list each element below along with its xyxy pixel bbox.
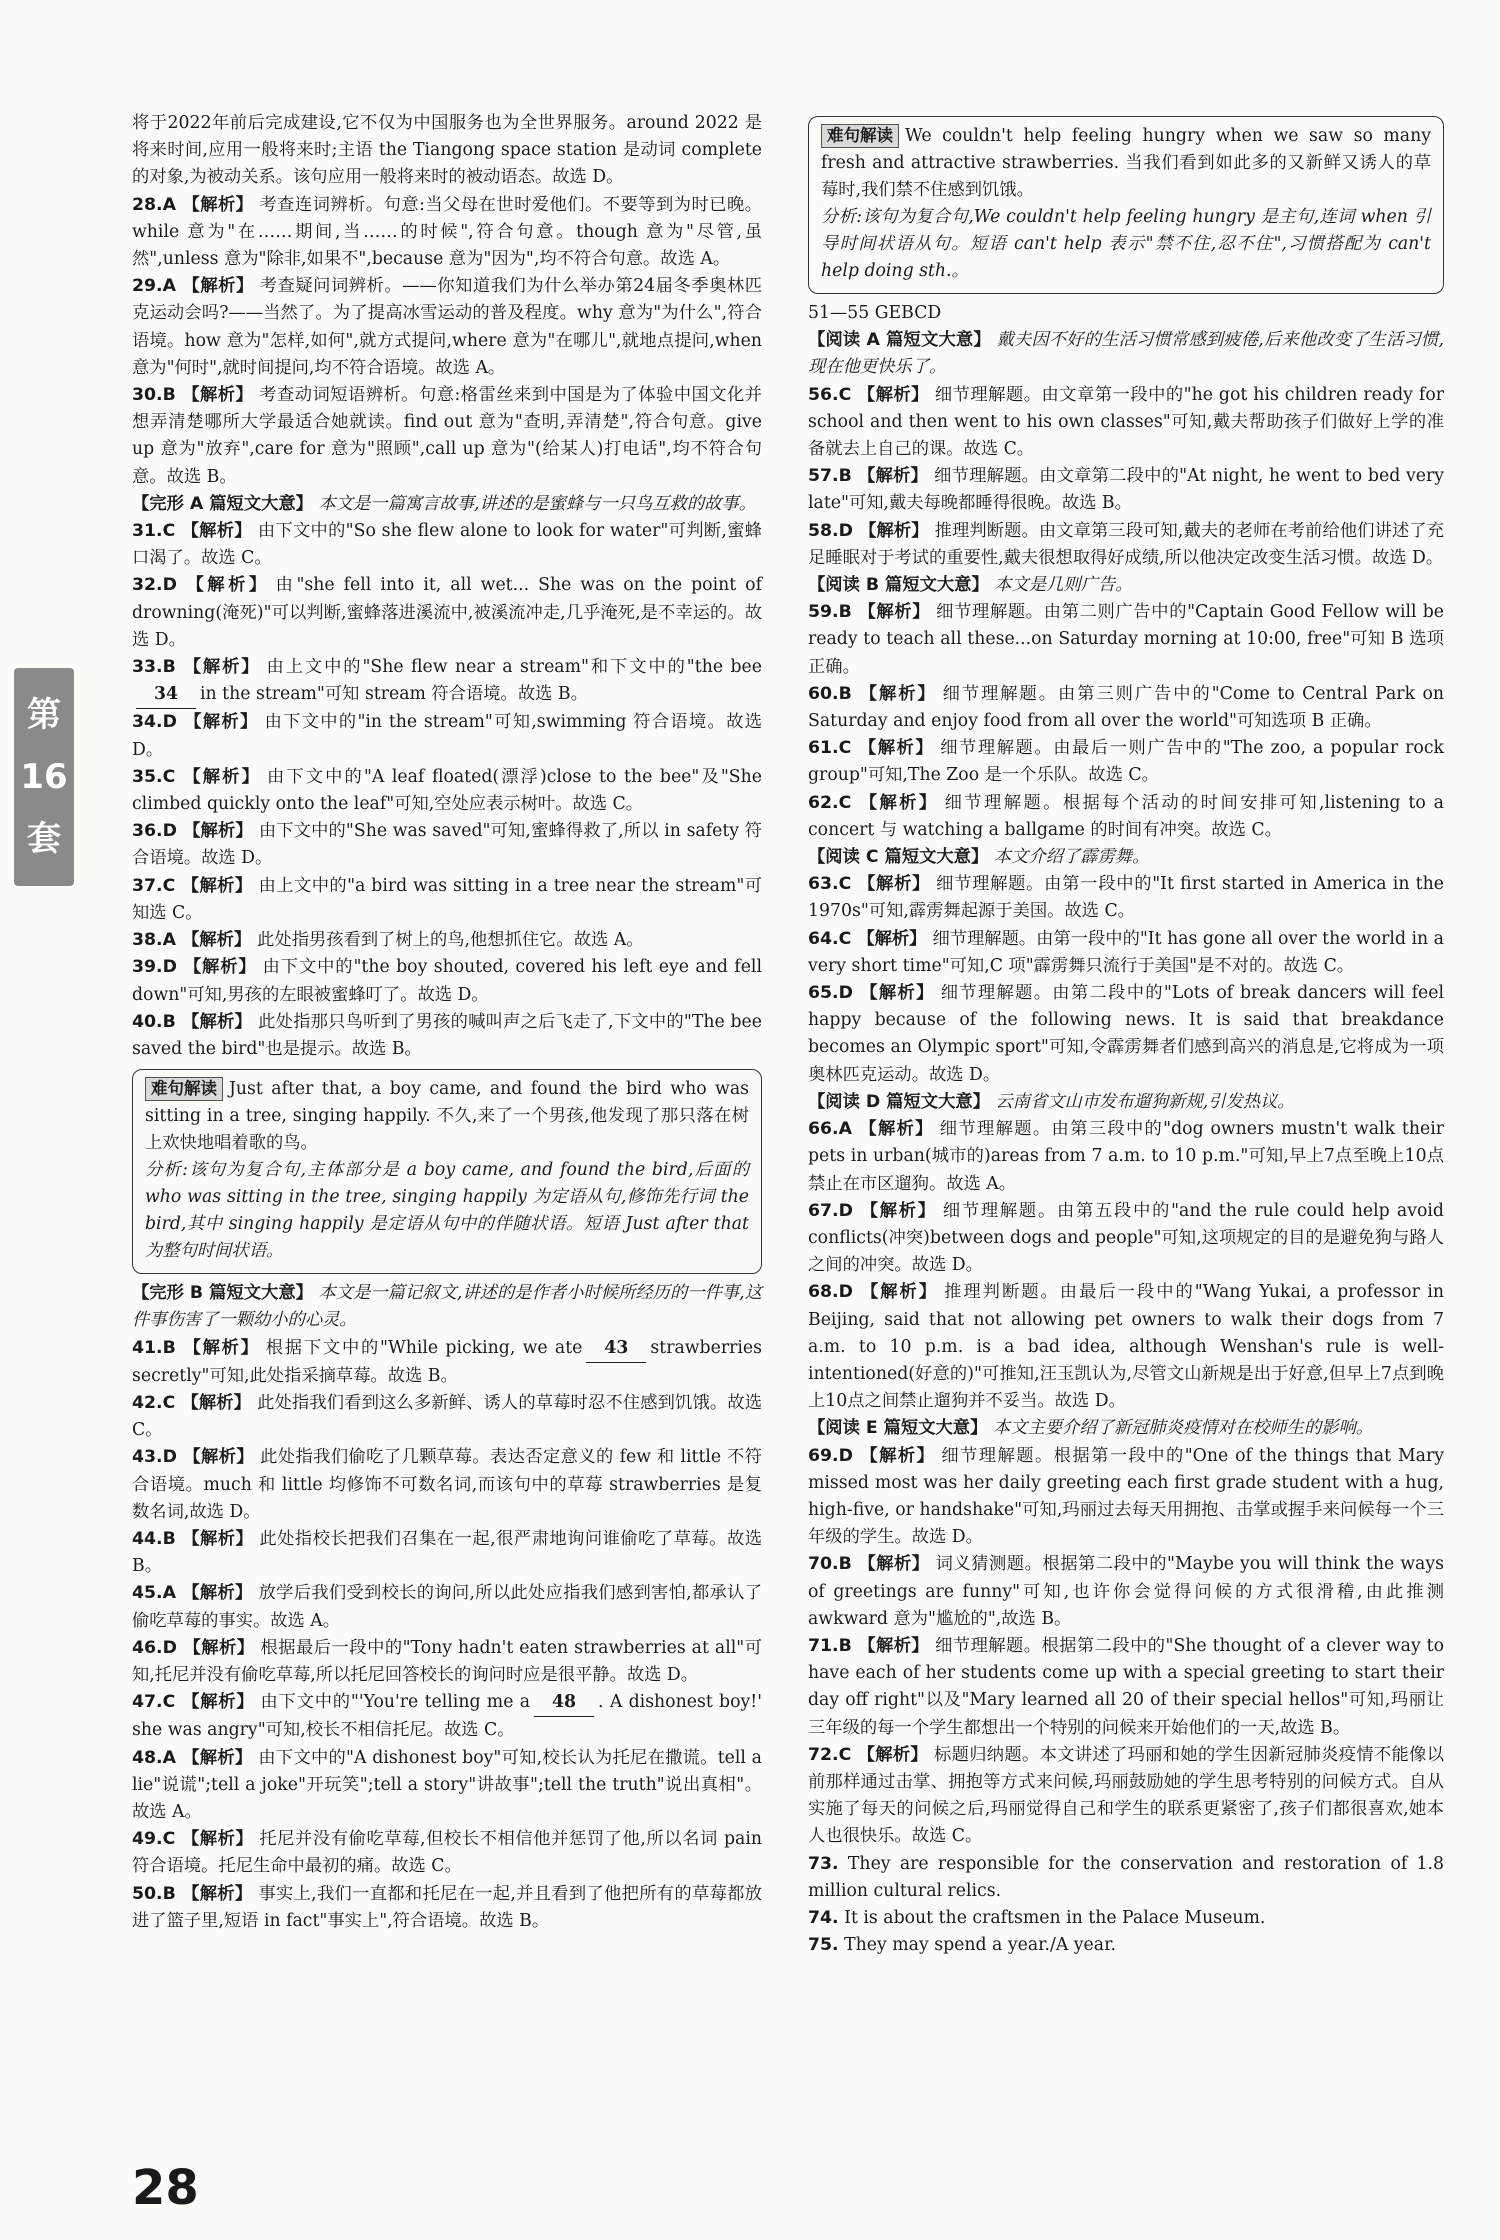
answer-letter: C (838, 384, 852, 405)
answer-item (808, 871, 1444, 925)
section-summary (808, 844, 1444, 871)
explanation-text: 此处指那只鸟听到了男孩的喊叫声之后飞走了,下文中的"The bee saved the bird"也是提示。故选 B。 (132, 1011, 762, 1059)
analysis-tag: 【解析】 (182, 1583, 253, 1604)
answer-letter: B (162, 385, 176, 406)
explanation-text: 细节理解题。根据每个活动的时间安排可知,listening to a concert 与 watching a ballgame 的时间有冲突。故选 C。 (808, 792, 1444, 840)
continued-explanation (132, 110, 762, 192)
question-number: 58. (808, 520, 839, 541)
answer-item (132, 1580, 762, 1634)
chapter-tab (14, 668, 74, 886)
answer-letter: C (162, 521, 176, 542)
analysis-tag: 【解析】 (857, 738, 935, 759)
answer-item (808, 926, 1444, 980)
question-number: 29. (132, 276, 163, 297)
section-description: 本文是一篇记叙文,讲述的是作者小时候所经历的一件事,这件事伤害了一颗幼小的心灵。 (132, 1283, 762, 1331)
answer-item (132, 873, 762, 927)
analysis-tag: 【解析】 (181, 385, 254, 406)
answer-letter: A (162, 194, 176, 215)
answer-item (132, 1390, 762, 1444)
box-sentence: We couldn't help feeling hungry when we saw so many fresh and attractive strawberries. 当我们看到如此多的又新鲜又诱人的草莓时,我们禁不住感到饥饿。 (821, 126, 1431, 200)
box-analysis: 分析:该句为复合句,主体部分是 a boy came, and found the bird,后面的 who was sitting in the tree, singing happily 为定语从句,修饰先行词 the bird,其中 singing happily 是定语从句中的伴随状语。短语 Just after that 为整句时间状语。 (145, 1160, 749, 1262)
box-title: 难句解读 (145, 1077, 223, 1101)
answer-letter: B (162, 1528, 176, 1549)
answer-line (808, 300, 1444, 327)
question-number: 70. (808, 1554, 839, 1575)
analysis-tag: 【解析】 (182, 712, 259, 733)
answer-letter: A (162, 930, 176, 951)
question-number: 40. (132, 1011, 163, 1032)
answer-letter: C (838, 738, 852, 759)
analysis-tag: 【解析】 (182, 575, 270, 596)
answer-item (132, 1526, 762, 1580)
answer-item (132, 1826, 762, 1880)
answer-item (808, 1633, 1444, 1742)
analysis-tag: 【解析】 (857, 1554, 930, 1575)
explanation-text-cont: strawberries secretly"可知,此处指采摘草莓。故选 B。 (132, 1337, 762, 1386)
analysis-tag: 【解析】 (182, 957, 257, 978)
question-number: 72. (808, 1744, 839, 1765)
answer-letter: D (838, 1200, 853, 1221)
answer-item (808, 1742, 1444, 1851)
analysis-tag: 【解析】 (182, 1747, 253, 1768)
explanation-text: 推理判断题。由最后一段中的"Wang Yukai, a professor in Beijing, said that not allowing pet owners to walk their dogs from 7 a.m. to 10 p.m. is a bad idea, although Wenshan's rule is well-intentioned(好意的)"可推知,汪玉凯认为,尽管文山新规是出于好意,但早上7点到晚上10点之间禁止遛狗并不妥当。故选 D。 (808, 1282, 1444, 1412)
blank-number: 43 (586, 1335, 646, 1363)
explanation-text: 考查动词短语辨析。句意:格雷丝来到中国是为了体验中国文化并想弄清楚哪所大学最适合她就读。find out 意为"查明,弄清楚",符合句意。give up 意为"放弃",care for 意为"照顾",call up 意为"(给某人)打电话",均不符合句意。故选 B。 (132, 385, 762, 487)
explanation-text: 细节理解题。由文章第二段中的"At night, he went to bed very late"可知,戴夫每晚都睡得很晚。故选 B。 (808, 466, 1444, 514)
explanation-text: 由下文中的"A leaf floated(漂浮)close to the bee"及"She climbed quickly onto the leaf"可知,空处应表示树叶。故选 C。 (132, 766, 762, 815)
answer-item (808, 681, 1444, 735)
explanation-text: 推理判断题。由文章第三段可知,戴夫的老师在考前给他们讲述了充足睡眠对于考试的重要性,戴夫很想取得好成绩,所以他决定改变生活习惯。故选 D。 (808, 520, 1444, 568)
analysis-tag: 【解析】 (858, 1119, 934, 1140)
question-number: 39. (132, 957, 163, 978)
explanation-text: 词义猜测题。根据第二段中的"Maybe you will think the ways of greetings are funny"可知,也许你会觉得问候的方式很滑稽,由此推测 awkward 意为"尴尬的",故选 B。 (808, 1554, 1444, 1629)
answer-letter: D (838, 1445, 853, 1466)
question-number: 43. (132, 1447, 163, 1468)
question-number: 42. (132, 1392, 163, 1413)
page-number: 28 (132, 2160, 199, 2216)
explanation-text: 此处指男孩看到了树上的鸟,他想抓住它。故选 A。 (257, 930, 644, 951)
answer-letter: B (162, 1337, 176, 1358)
question-number: 75. (808, 1935, 839, 1956)
explanation-text: 将于2022年前后完成建设,它不仅为中国服务也为全世界服务。around 2022 是将来时间,应用一般将来时;主语 the Tiangong space station 是动词 complete 的对象,为被动关系。该句应用一般将来时的被动语态。故选 D。 (132, 113, 762, 188)
explanation-text: 由上文中的"She flew near a stream"和下文中的"the bee (266, 657, 762, 678)
explanation-text: 由下文中的"in the stream"可知,swimming 符合语境。故选 D。 (132, 712, 762, 760)
box-title: 难句解读 (821, 124, 899, 148)
answer-item (808, 1198, 1444, 1280)
section-summary (808, 1415, 1444, 1442)
explanation-text: 根据最后一段中的"Tony hadn't eaten strawberries at all"可知,托尼并没有偷吃草莓,所以托尼回答校长的询问时应是很平静。故选 D。 (132, 1637, 762, 1685)
question-number: 35. (132, 766, 163, 787)
explanation-text: 放学后我们受到校长的询问,所以此处应指我们感到害怕,都承认了偷吃草莓的事实。故选 A。 (132, 1583, 762, 1631)
question-number: 56. (808, 384, 839, 405)
answer-item (132, 518, 762, 572)
question-number: 38. (132, 930, 163, 951)
question-number: 47. (132, 1692, 163, 1713)
section-summary (808, 572, 1444, 599)
section-description: 本文是一篇寓言故事,讲述的是蜜蜂与一只鸟互救的故事。 (318, 493, 756, 514)
explanation-text-cont: . A dishonest boy!' she was angry"可知,校长不相信托尼。故选 C。 (132, 1692, 762, 1741)
explanation-text: 细节理解题。根据第一段中的"One of the things that Mary missed most was her daily greeting each first grade student with a hug, high-five, or handshake"可知,玛丽过去每天用拥抱、击掌或握手来问候每一个三年级的学生。故选 D。 (808, 1445, 1444, 1548)
analysis-tag: 【解析】 (181, 1883, 253, 1904)
question-number: 45. (132, 1583, 163, 1604)
answer-item (808, 1551, 1444, 1633)
answer-letter: C (162, 1392, 176, 1413)
section-summary (808, 327, 1444, 381)
answer-letter: B (838, 466, 852, 487)
question-number: 31. (132, 521, 163, 542)
answer-item (132, 1881, 762, 1935)
answer-letter: C (838, 792, 852, 813)
analysis-tag: 【解析】 (182, 821, 253, 842)
answer-item (808, 382, 1444, 464)
analysis-tag: 【解析】 (182, 1447, 255, 1468)
answer-line (808, 1932, 1444, 1959)
explanation-text: 由上文中的"a bird was sitting in a tree near the stream"可知选 C。 (132, 875, 762, 923)
section-summary (132, 1280, 762, 1334)
section-description: 本文主要介绍了新冠肺炎疫情对在校师生的影响。 (992, 1418, 1374, 1439)
explanation-text: 此处指我们偷吃了几颗草莓。表达否定意义的 few 和 little 不符合语境。much 和 little 均修饰不可数名词,而该句中的草莓 strawberries 是复数名词,故选 D。 (132, 1447, 762, 1522)
answer-letter: C (162, 1692, 176, 1713)
analysis-tag: 【解析】 (857, 874, 931, 895)
explanation-text: 此处指我们看到这么多新鲜、诱人的草莓时忍不住感到饥饿。故选 C。 (132, 1392, 762, 1441)
question-number: 73. (808, 1853, 839, 1874)
answer-text: They may spend a year./A year. (844, 1935, 1116, 1956)
answer-letter: C (162, 766, 176, 787)
section-title: 【完形 B 篇短文大意】 (132, 1283, 313, 1304)
answer-item (808, 599, 1444, 681)
answer-item (808, 1279, 1444, 1415)
question-number: 30. (132, 385, 163, 406)
section-description: 戴夫因不好的生活习惯常感到疲倦,后来他改变了生活习惯,现在他更快乐了。 (808, 330, 1444, 378)
answer-text: They are responsible for the conservation and restoration of 1.8 million cultural relics. (808, 1853, 1444, 1901)
analysis-tag: 【解析】 (181, 1337, 260, 1358)
explanation-text: 由下文中的"She was saved"可知,蜜蜂得救了,所以 in safety 符合语境。故选 D。 (132, 821, 762, 869)
analysis-tag: 【解析】 (857, 1744, 929, 1765)
question-number: 61. (808, 738, 839, 759)
analysis-tag: 【解析】 (857, 928, 927, 949)
chapter-tab-char-1: 第 (27, 695, 61, 735)
answer-item (132, 1745, 762, 1827)
analysis-tag: 【解析】 (181, 766, 261, 787)
explanation-text: 由下文中的"So she flew alone to look for water"可判断,蜜蜂口渴了。故选 C。 (132, 521, 762, 569)
answer-item (132, 1444, 762, 1526)
answer-letter: A (838, 1119, 852, 1140)
answer-letter: D (162, 1447, 177, 1468)
section-title: 【阅读 C 篇短文大意】 (808, 847, 989, 868)
analysis-tag: 【解析】 (857, 792, 939, 813)
right-column (808, 110, 1444, 1959)
answer-letter: C (838, 928, 852, 949)
question-number: 33. (132, 657, 163, 678)
question-number: 63. (808, 874, 839, 895)
question-number: 37. (132, 875, 163, 896)
question-number: 59. (808, 602, 839, 623)
answer-letter: B (838, 602, 852, 623)
answer-item (132, 954, 762, 1008)
answer-letter: B (162, 1883, 176, 1904)
explanation-text: 标题归纳题。本文讲述了玛丽和她的学生因新冠肺炎疫情不能像以前那样通过击掌、拥抱等方式来问候,玛丽鼓励她的学生思考特别的问候方式。自从实施了每天的问候之后,玛丽觉得自己和学生的联系更紧密了,孩子们都很喜欢,她本人也很快乐。故选 C。 (808, 1744, 1444, 1847)
question-number: 57. (808, 466, 839, 487)
answer-item (132, 382, 762, 491)
answer-letter: B (162, 657, 176, 678)
blank-number: 48 (534, 1689, 594, 1717)
answer-letter: B (838, 683, 852, 704)
explanation-text: 细节理解题。由文章第一段中的"he got his children ready for school and then went to his own classes"可知,戴夫帮助孩子们做好上学的准备就去上自己的课。故选 C。 (808, 384, 1444, 460)
answer-letter: A (162, 1583, 176, 1604)
analysis-tag: 【解析】 (182, 930, 252, 951)
question-number: 64. (808, 928, 839, 949)
explanation-text: 根据下文中的"While picking, we ate (265, 1337, 583, 1358)
answer-letter: C (838, 874, 852, 895)
analysis-tag: 【解析】 (182, 194, 254, 215)
analysis-tag: 【解析】 (858, 520, 929, 541)
answer-letter: D (162, 821, 177, 842)
explanation-text: 由下文中的"the boy shouted, covered his left eye and fell down"可知,男孩的左眼被蜜蜂叮了。故选 D。 (132, 957, 762, 1005)
answer-item (132, 1009, 762, 1063)
explanation-text: 细节理解题。由第一段中的"It has gone all over the world in a very short time"可知,C 项"霹雳舞只流行于美国"是不对的。故选 C。 (808, 928, 1444, 976)
answer-item (132, 818, 762, 872)
chapter-tab-number: 16 (20, 757, 68, 797)
answer-item (132, 572, 762, 654)
explanation-text: 细节理解题。由第二段中的"Lots of break dancers will feel happy because of the following news. It is said that breakdance becomes an Olympic sport"可知,令霹雳舞者们感到高兴的消息是,它将成为一项奥林匹克运动。故选 D。 (808, 983, 1444, 1085)
answer-item (132, 192, 762, 274)
question-number: 28. (132, 194, 163, 215)
answer-letter: C (162, 875, 176, 896)
question-number: 62. (808, 792, 839, 813)
answer-item (132, 1635, 762, 1689)
question-number: 67. (808, 1200, 839, 1221)
answer-item (808, 518, 1444, 572)
section-description: 本文是几则广告。 (994, 575, 1133, 596)
analysis-tag: 【解析】 (181, 657, 261, 678)
difficult-sentence-box (132, 1069, 762, 1274)
answer-letter: C (162, 1829, 176, 1850)
section-summary (132, 491, 762, 518)
answer-letter: A (162, 1747, 176, 1768)
analysis-tag: 【解析】 (181, 1392, 252, 1413)
answer-line (808, 1851, 1444, 1905)
answer-item (808, 1443, 1444, 1552)
answer-line (808, 1905, 1444, 1932)
answer-item (808, 980, 1444, 1089)
answer-item (808, 463, 1444, 517)
answer-item (132, 927, 762, 954)
answer-letter: D (838, 983, 853, 1004)
answer-item (132, 709, 762, 763)
section-title: 【阅读 A 篇短文大意】 (808, 330, 991, 351)
explanation-text-cont: in the stream"可知 stream 符合语境。故选 B。 (200, 684, 588, 705)
question-number: 50. (132, 1883, 163, 1904)
answer-text: It is about the craftsmen in the Palace Museum. (844, 1907, 1266, 1928)
analysis-tag: 【解析】 (181, 1829, 254, 1850)
explanation-text: 由"she fell into it, all wet... She was on the point of drowning(淹死)"可以判断,蜜蜂落进溪流中,被溪流冲走,几乎淹死,是不幸运的。故选 D。 (132, 575, 762, 650)
answer-letter: B (838, 1635, 852, 1656)
question-number: 34. (132, 712, 163, 733)
explanation-text: 托尼并没有偷吃草莓,但校长不相信他并惩罚了他,所以名词 pain 符合语境。托尼生命中最初的痛。故选 C。 (132, 1829, 762, 1877)
question-number: 69. (808, 1445, 839, 1466)
question-number: 66. (808, 1119, 839, 1140)
analysis-tag: 【解析】 (857, 466, 929, 487)
explanation-text: 细节理解题。由第三则广告中的"Come to Central Park on Saturday and enjoy food from all over the world"可知选项 B 正确。 (808, 683, 1444, 732)
question-number: 44. (132, 1528, 163, 1549)
explanation-text: 考查连词辨析。句意:当父母在世时爱他们。不要等到为时已晚。while 意为"在……期间,当……的时候",符合句意。though 意为"尽管,虽然",unless 意为"除非,如果不",because 意为"因为",均不符合句意。故选 A。 (132, 194, 762, 270)
section-title: 【阅读 B 篇短文大意】 (808, 575, 989, 596)
answer-letter: B (162, 1011, 176, 1032)
section-description: 本文介绍了霹雳舞。 (993, 847, 1150, 868)
answer-item (132, 654, 762, 709)
answer-item (132, 1335, 762, 1390)
analysis-tag: 【解析】 (182, 276, 254, 297)
left-column (132, 110, 762, 1935)
explanation-text: 细节理解题。由第一段中的"It first started in America in the 1970s"可知,霹雳舞起源于美国。故选 C。 (808, 874, 1444, 922)
answer-item (808, 790, 1444, 844)
question-number: 36. (132, 821, 163, 842)
chapter-tab-char-2: 套 (27, 819, 61, 859)
box-analysis: 分析:该句为复合句,We couldn't help feeling hungry 是主句,连词 when 引导时间状语从句。短语 can't help 表示"禁不住,忍不住",习惯搭配为 can't help doing sth.。 (821, 207, 1431, 281)
answer-letter: A (162, 276, 176, 297)
explanation-text: 细节理解题。由第三段中的"dog owners mustn't walk their pets in urban(城市的)areas from 7 a.m. to 10 p.m."可知,早上7点至晚上10点禁止在市区遛狗。故选 A。 (808, 1119, 1444, 1194)
analysis-tag: 【解析】 (182, 1637, 255, 1658)
explanation-text: 由下文中的"A dishonest boy"可知,校长认为托尼在撒谎。tell a lie"说谎";tell a joke"开玩笑";tell a story"讲故事";tell the truth"说出真相"。故选 A。 (132, 1747, 762, 1822)
section-title: 【阅读 E 篇短文大意】 (808, 1418, 988, 1439)
explanation-text: 细节理解题。由第五段中的"and the rule could help avoid conflicts(冲突)between dogs and people"可知,这项规定的目的是避免狗与路人之间的冲突。故选 D。 (808, 1200, 1444, 1276)
section-title: 【完形 A 篇短文大意】 (132, 493, 313, 514)
question-number: 74. (808, 1907, 839, 1928)
explanation-text: 细节理解题。由第二则广告中的"Captain Good Fellow will be ready to teach all these...on Saturday morning at 10:00, free"可知 B 选项正确。 (808, 602, 1444, 677)
explanation-text: 此处指校长把我们召集在一起,很严肃地询问谁偷吃了草莓。故选 B。 (132, 1528, 762, 1577)
question-number: 71. (808, 1635, 839, 1656)
answer-letter: D (838, 520, 853, 541)
analysis-tag: 【解析】 (181, 1011, 253, 1032)
section-title: 【阅读 D 篇短文大意】 (808, 1091, 990, 1112)
question-number: 48. (132, 1747, 163, 1768)
analysis-tag: 【解析】 (857, 602, 931, 623)
analysis-tag: 【解析】 (181, 1692, 255, 1713)
explanation-text: 细节理解题。根据第二段中的"She thought of a clever way to have each of her students come up with a special greeting to start their day off right"以及"Mary learned all 20 of their special hellos"可知,玛丽让三年级的每一个学生都想出一个特别的问候来开始他们的一天,故选 B。 (808, 1635, 1444, 1738)
question-number: 32. (132, 575, 163, 596)
answer-text: 51—55 GEBCD (808, 303, 942, 323)
question-number: 46. (132, 1637, 163, 1658)
analysis-tag: 【解析】 (858, 983, 935, 1004)
analysis-tag: 【解析】 (181, 875, 253, 896)
analysis-tag: 【解析】 (857, 1635, 930, 1656)
section-summary (808, 1089, 1444, 1116)
answer-letter: C (838, 1744, 852, 1765)
answer-item (132, 764, 762, 818)
question-number: 65. (808, 983, 839, 1004)
answer-letter: D (838, 1282, 853, 1303)
answer-item (132, 1689, 762, 1744)
analysis-tag: 【解析】 (181, 1528, 254, 1549)
question-number: 60. (808, 683, 839, 704)
question-number: 49. (132, 1829, 163, 1850)
explanation-text: 细节理解题。由最后一则广告中的"The zoo, a popular rock group"可知,The Zoo 是一个乐队。故选 C。 (808, 738, 1444, 786)
answer-letter: D (162, 957, 177, 978)
explanation-text: 事实上,我们一直都和托尼在一起,并且看到了他把所有的草莓都放进了篮子里,短语 in fact"事实上",符合语境。故选 B。 (132, 1883, 762, 1931)
answer-item (808, 1116, 1444, 1198)
question-number: 41. (132, 1337, 163, 1358)
blank-number: 34 (136, 681, 196, 709)
analysis-tag: 【解析】 (858, 1445, 936, 1466)
answer-letter: D (162, 575, 177, 596)
difficult-sentence-box (808, 116, 1444, 294)
question-number: 68. (808, 1282, 839, 1303)
answer-letter: D (162, 712, 177, 733)
answer-letter: B (838, 1554, 852, 1575)
section-description: 云南省文山市发布遛狗新规,引发热议。 (995, 1091, 1295, 1112)
box-sentence: Just after that, a boy came, and found the bird who was sitting in a tree, singing happily. 不久,来了一个男孩,他发现了那只落在树上欢快地唱着歌的鸟。 (145, 1079, 749, 1154)
explanation-text: 由下文中的"'You're telling me a (260, 1692, 531, 1713)
analysis-tag: 【解析】 (857, 384, 929, 405)
analysis-tag: 【解析】 (858, 1200, 937, 1221)
analysis-tag: 【解析】 (858, 1282, 939, 1303)
analysis-tag: 【解析】 (181, 521, 252, 542)
answer-item (808, 735, 1444, 789)
analysis-tag: 【解析】 (857, 683, 937, 704)
explanation-text: 考查疑问词辨析。——你知道我们为什么举办第24届冬季奥林匹克运动会吗?——当然了。为了提高冰雪运动的普及程度。why 意为"为什么",符合语境。how 意为"怎样,如何",就方式提问,where 意为"在哪儿",就地点提问,when 意为"何时",就时间提问,均不符合语境。故选 A。 (132, 276, 762, 378)
answer-letter: D (162, 1637, 177, 1658)
answer-item (132, 273, 762, 382)
